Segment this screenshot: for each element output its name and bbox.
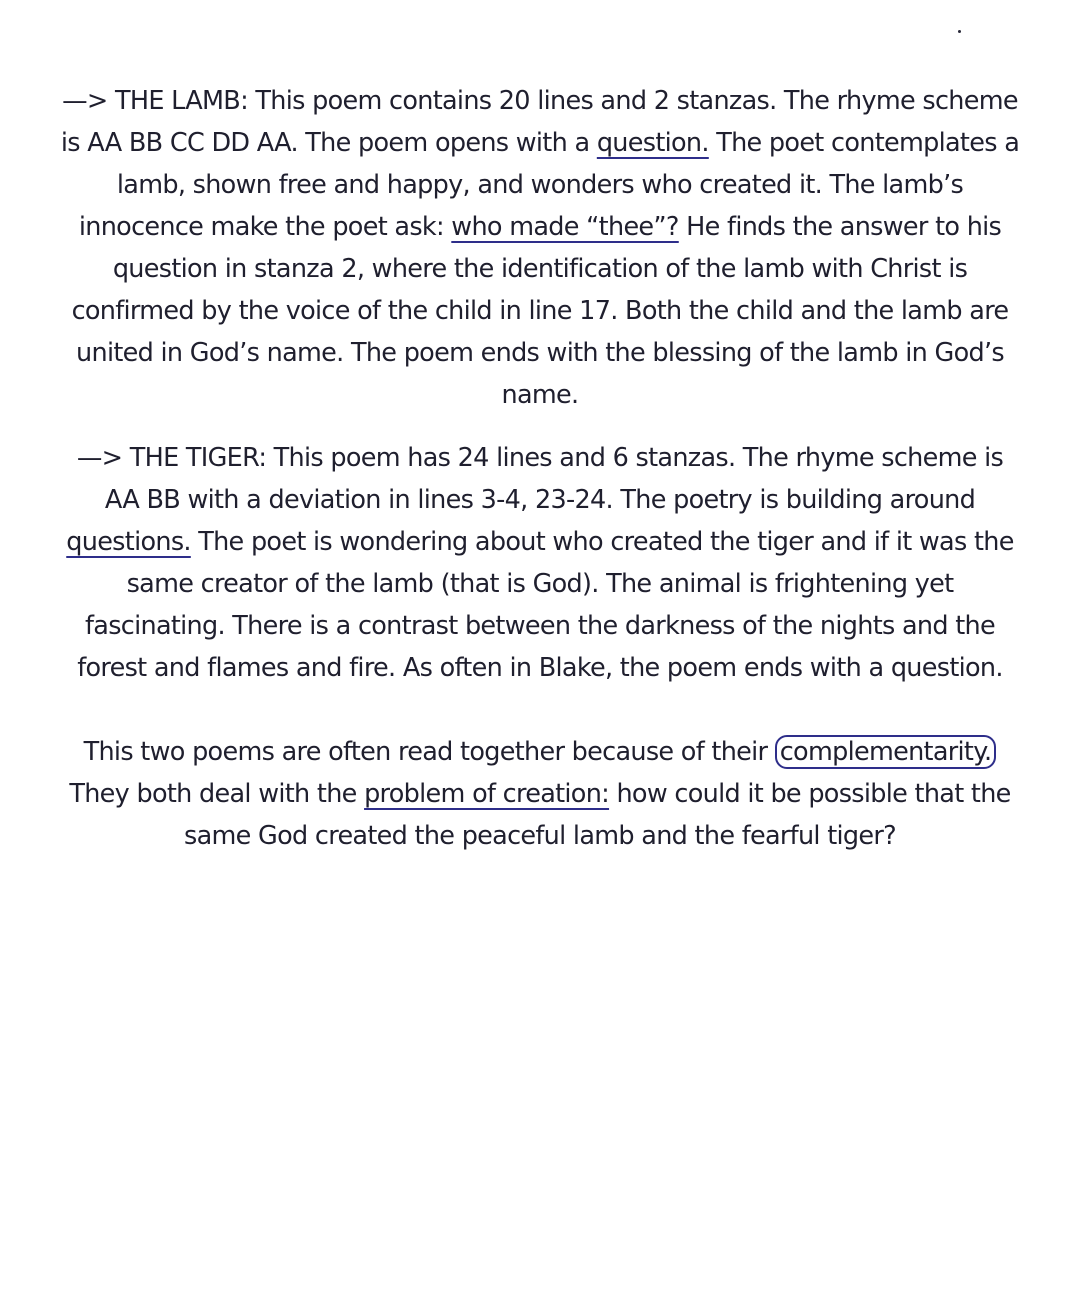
- lamb-arrow-marker: [62, 80, 107, 122]
- conclusion-text-3: how could it be possible that the same God created the peaceful lamb and the fearful tiger?: [184, 779, 1011, 851]
- tiger-paragraph: [60, 437, 1020, 689]
- conclusion-text-2: They both deal with the: [69, 779, 365, 809]
- lamb-text-2: The poet contemplates a lamb, shown free and happy, and wonders who created it. The lamb’s innocence make the poet ask:: [78, 128, 1020, 242]
- tiger-arrow-marker: [77, 437, 122, 479]
- tiger-text-2: The poet is wondering about who created the tiger and if it was the same creator of the lamb (that is God). The animal is frightening yet fascinating. There is a contrast between the darkness of the nights and the forest and flames and fire. As often in Blake, the poem ends with a question.: [77, 527, 1014, 683]
- conclusion-text-1: This two poems are often read together because of their: [83, 737, 775, 767]
- lamb-heading: THE LAMB:: [114, 86, 248, 116]
- arrow-icon: —>: [62, 86, 108, 116]
- lamb-underlined-who-made-thee: who made “thee”?: [451, 212, 679, 242]
- lamb-text-1: This poem contains 20 lines and 2 stanzas. The rhyme scheme is AA BB CC DD AA. The poem opens with a: [60, 86, 1018, 158]
- tiger-heading: THE TIGER:: [129, 443, 267, 473]
- stray-dot: [958, 30, 961, 33]
- conclusion-paragraph: [60, 731, 1020, 857]
- arrow-icon: —>: [76, 443, 123, 473]
- circled-complementarity: complementarity.: [775, 735, 997, 769]
- lamb-paragraph: [60, 80, 1020, 416]
- lamb-underlined-question: question.: [596, 128, 709, 158]
- tiger-text-1: This poem has 24 lines and 6 stanzas. The rhyme scheme is AA BB with a deviation in lines 3-4, 23-24. The poetry is building around: [104, 443, 1004, 515]
- lamb-text-3: He finds the answer to his question in stanza 2, where the identification of the lamb with Christ is confirmed by the voice of the child in line 17. Both the child and the lamb are united in God’s name. The poem ends with the blessing of the lamb in God’s name.: [71, 212, 1009, 410]
- underlined-problem-of-creation: problem of creation:: [364, 779, 610, 809]
- tiger-underlined-questions: questions.: [66, 527, 191, 557]
